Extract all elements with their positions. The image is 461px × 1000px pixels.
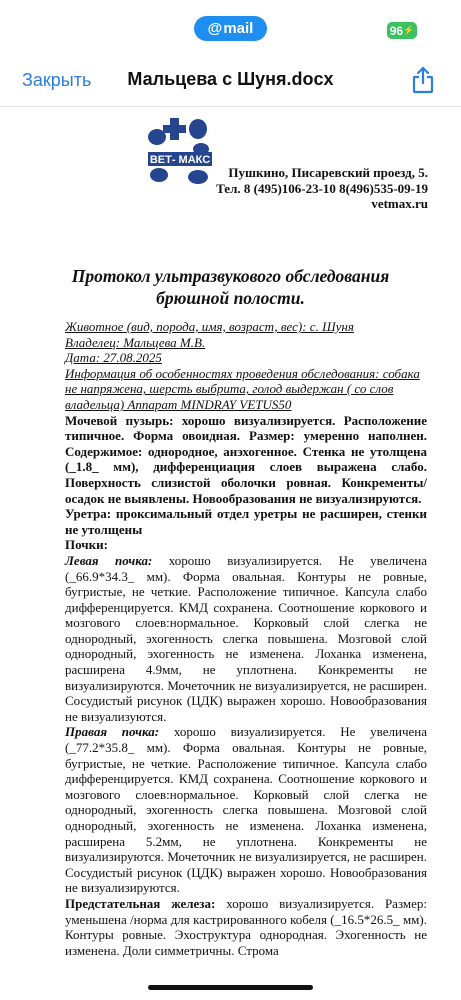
- left-kidney-text: хорошо визуализируется. Не увеличена (_66.9*34.3_ мм). Форма овальная. Контуры не ровные, бугристые, не четкие. Расположение типичное. Капсула слабо дифференцируется. КМД сохранена. Соотношение коркового и мозгового слоев:нормальное. Корковый слой слегка не однородный, эхогенность слегка повышена. Мозговой слой однородный, эхогенность не изменена. Лоханка изменена, расширена 4.9мм, не уплотнена. Конкременты не визуализируются. Мочеточник не визуализируется, не расширен. Сосудистый рисунок (ЦДК) выражен хорошо. Новообразования не визуализуются.: [65, 552, 427, 724]
- home-indicator[interactable]: [148, 985, 313, 990]
- document-title: Мальцева с Шуня.docx: [127, 69, 334, 89]
- left-kidney-label: Левая почка:: [65, 552, 153, 568]
- owner-info: Владелец: Мальцева М.В.: [65, 334, 206, 350]
- battery-indicator: [387, 22, 417, 39]
- website-line: vetmax.ru: [371, 196, 428, 211]
- kidneys-heading: Почки:: [65, 537, 108, 553]
- clinic-address: [216, 165, 428, 212]
- exam-conditions: Информация об особенностях проведения обследования: собака не напряжена, шерсть выбрита, голод выдержан ( со слов владельца) Аппарат MINDRAY VETUS50: [65, 365, 420, 412]
- right-kidney-label: Правая почка:: [65, 724, 160, 740]
- at-icon: @: [207, 20, 223, 37]
- bolt-icon: ⚡: [403, 25, 415, 35]
- report-heading: [40, 265, 421, 309]
- battery-level: 96: [389, 23, 404, 38]
- phone-line: Тел. 8 (495)106-23-10 8(496)535-09-19: [216, 180, 428, 196]
- right-kidney-text: хорошо визуализируется. Не увеличена (_77.2*35.8_ мм). Форма овальная. Контуры не ровные, бугристые, не четкие. Расположение типичное. Капсула слабо дифференцируется. КМД сохранена. Соотношение коркового и мозгового слоев:нормальное. Корковый слой слегка не однородный, эхогенность слегка повышена. Мозговой слой однородный, эхогенность не изменена. Лоханка изменена, расширена 5.2мм, не уплотнена. Конкременты не визуализируются. Мочеточник не визуализируется, не расширен. Сосудистый рисунок (ЦДК) выражен хорошо. Новообразования не визуализируются.: [65, 724, 427, 896]
- prostate-text: хорошо визуализируется. Размер: уменьшена /норма для кастрированного кобеля (_16.5*26.5_ мм). Контуры ровные. Эхоструктура однородная. Эхогенность не изменена. Доли симметричны. Строма: [65, 895, 427, 958]
- clinic-logo: [146, 115, 214, 193]
- document-viewer[interactable]: [0, 107, 461, 1000]
- date-info: Дата: 27.08.2025: [65, 350, 162, 366]
- report-body: [65, 319, 427, 958]
- close-button[interactable]: Закрыть: [22, 70, 92, 90]
- mail-label: mail: [223, 20, 254, 37]
- urethra-section: Уретра: проксимальный отдел уретры не расширен, стенки не утолщены: [65, 506, 427, 537]
- logo-text: ВЕТ- МАКС: [149, 154, 211, 166]
- bladder-section: Мочевой пузырь: хорошо визуализируется. Расположение типичное. Форма овоидная. Размер: умеренно наполнен. Содержимое: однородное, анэхогенное. Стенка не утолщена (_1.8_ мм), дифференциация слоев выражена слабо. Поверхность слизистой оболочки ровная. Конкременты/осадок не выявлены. Новообразования не визуализируются.: [65, 412, 427, 506]
- heading-line-1: Протокол ультразвукового обследования: [71, 266, 390, 286]
- prostate-label: Предстательная железа:: [65, 895, 216, 911]
- heading-line-2: брюшной полости.: [156, 288, 305, 308]
- address-line: Пушкино, Писаревский проезд, 5.: [228, 165, 428, 180]
- left-kidney-section: [65, 553, 427, 725]
- nav-bar: [0, 54, 461, 107]
- animal-info: Животное (вид, порода, имя, возраст, вес): с. Шуня: [65, 319, 354, 334]
- share-icon[interactable]: [410, 66, 436, 94]
- mail-indicator[interactable]: [194, 16, 267, 41]
- prostate-section: [65, 896, 427, 958]
- right-kidney-section: [65, 724, 427, 896]
- status-bar: [0, 0, 461, 50]
